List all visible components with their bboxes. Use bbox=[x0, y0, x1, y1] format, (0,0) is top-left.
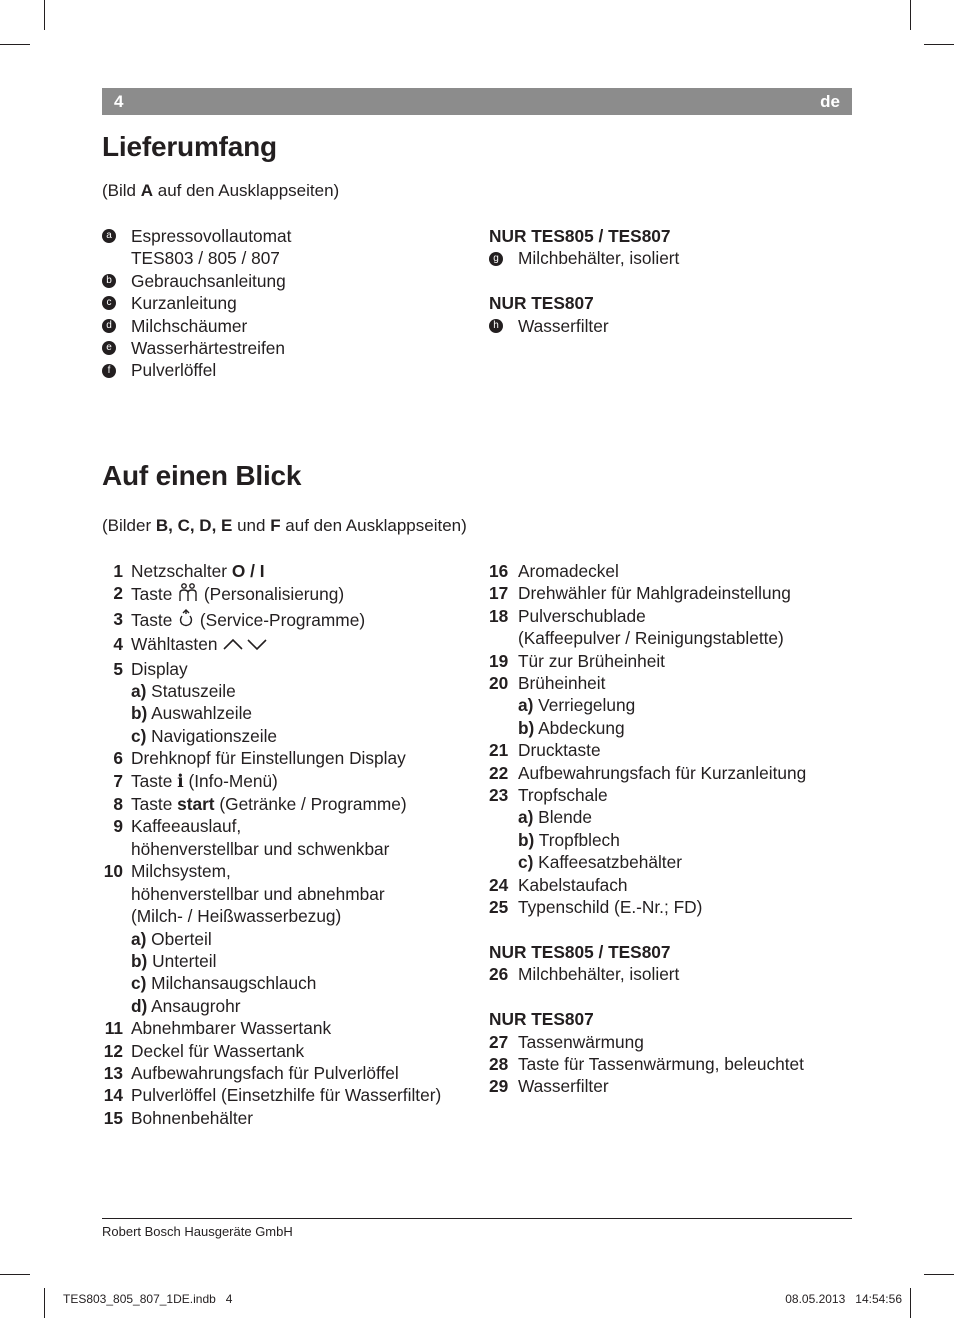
page-number: 4 bbox=[114, 92, 124, 111]
item-label: Aromadeckel bbox=[518, 561, 619, 581]
item-text: Pulverlöffel bbox=[131, 360, 217, 381]
list-item bbox=[489, 1053, 849, 1075]
service-icon bbox=[177, 608, 195, 633]
item-label: Display bbox=[131, 658, 188, 679]
item-number: 8 bbox=[113, 794, 123, 815]
item-number: 19 bbox=[489, 650, 509, 671]
item-text: Kurzanleitung bbox=[131, 293, 237, 314]
item-letter-badge: a bbox=[102, 229, 116, 243]
item-number: 22 bbox=[489, 762, 509, 783]
item-number-empty bbox=[489, 627, 518, 649]
list-item bbox=[102, 359, 472, 381]
sub-item bbox=[489, 694, 849, 716]
personalisation-icon bbox=[177, 582, 199, 607]
item-text bbox=[131, 1062, 482, 1084]
list-item bbox=[489, 650, 849, 672]
item-label: Abnehmbarer Wassertank bbox=[131, 1018, 332, 1039]
list-item bbox=[102, 1084, 482, 1106]
item-label: Wasserfilter bbox=[518, 1076, 609, 1097]
list-item bbox=[489, 560, 849, 582]
item-label: Taste bbox=[131, 584, 178, 605]
item-number: 15 bbox=[103, 1107, 123, 1128]
item-text bbox=[131, 1084, 482, 1106]
item-label: Taste bbox=[131, 770, 178, 791]
item-text bbox=[131, 747, 482, 769]
item-symbol: O / I bbox=[231, 561, 265, 581]
bullet-cell bbox=[102, 359, 131, 381]
item-number: 18 bbox=[489, 605, 509, 626]
sub-item-label: c) bbox=[131, 725, 147, 746]
footer-company: Robert Bosch Hausgeräte GmbH bbox=[102, 1224, 293, 1239]
sub-item-label: a) bbox=[131, 681, 147, 702]
item-text bbox=[131, 815, 482, 837]
item-number: 29 bbox=[489, 1076, 509, 1097]
crop-mark bbox=[44, 0, 45, 30]
item-label: Kabelstaufach bbox=[518, 874, 628, 895]
item-number: 27 bbox=[489, 1031, 509, 1052]
item-text bbox=[131, 658, 482, 680]
item-number-empty bbox=[102, 905, 131, 927]
item-text: Wasserhärtestreifen bbox=[131, 338, 285, 359]
sub-item-text bbox=[131, 950, 482, 972]
sub-item-label: d) bbox=[131, 995, 148, 1016]
item-text bbox=[518, 874, 849, 896]
item-number-empty bbox=[102, 883, 131, 905]
item-text bbox=[518, 762, 849, 784]
item-number: 10 bbox=[103, 861, 123, 882]
list-item bbox=[102, 608, 482, 633]
item-label: Taste bbox=[131, 609, 178, 630]
item-label: Brüheinheit bbox=[518, 673, 606, 694]
sub-item-label: a) bbox=[131, 928, 147, 949]
sub-item-name: Abdeckung bbox=[534, 717, 625, 738]
sub-item-text bbox=[131, 995, 482, 1017]
list-item bbox=[102, 815, 482, 837]
list-item-continued bbox=[102, 905, 482, 927]
crop-mark bbox=[0, 44, 30, 45]
sub-item-text bbox=[518, 829, 849, 851]
item-number: 17 bbox=[489, 583, 509, 604]
item-number: 14 bbox=[103, 1085, 123, 1106]
sub-item bbox=[102, 702, 482, 724]
list-item bbox=[489, 247, 849, 269]
sub-item bbox=[489, 851, 849, 873]
list-item bbox=[102, 1107, 482, 1129]
sub-item bbox=[489, 806, 849, 828]
item-number: 11 bbox=[104, 1018, 123, 1039]
sub-item-label: c) bbox=[131, 973, 147, 994]
item-text bbox=[131, 608, 482, 633]
crop-mark bbox=[924, 44, 954, 45]
info-icon: i bbox=[177, 771, 184, 792]
item-keyword: start bbox=[177, 794, 215, 815]
item-text bbox=[131, 1107, 482, 1129]
list-item bbox=[102, 560, 482, 582]
item-number-empty bbox=[102, 972, 131, 994]
item-label: Drehwähler für Mahlgradeinstellung bbox=[518, 583, 791, 604]
item-text: höhenverstellbar und schwenkbar bbox=[131, 838, 390, 859]
sub-item bbox=[102, 972, 482, 994]
item-text bbox=[518, 963, 849, 985]
item-number: 16 bbox=[489, 561, 509, 581]
sub-item-text bbox=[518, 694, 849, 716]
item-letter-badge: c bbox=[102, 296, 116, 310]
item-label: Aufbewahrungsfach für Kurzanleitung bbox=[518, 762, 807, 783]
sub-item-name: Tropfblech bbox=[534, 829, 620, 850]
item-text bbox=[518, 896, 849, 918]
item-label: Drucktaste bbox=[518, 740, 601, 761]
crop-mark bbox=[44, 1288, 45, 1318]
list-item bbox=[489, 762, 849, 784]
item-text bbox=[518, 1053, 849, 1075]
item-text bbox=[518, 784, 849, 806]
item-number: 13 bbox=[103, 1062, 123, 1083]
list-item bbox=[489, 963, 849, 985]
list-item bbox=[489, 896, 849, 918]
sub-item-text bbox=[131, 928, 482, 950]
list-item bbox=[102, 860, 482, 882]
item-letter-badge: d bbox=[102, 319, 116, 333]
item-number-empty bbox=[489, 829, 518, 851]
sub-item-label: c) bbox=[518, 852, 534, 873]
item-label: Typenschild (E.-Nr.; FD) bbox=[518, 897, 703, 918]
bullet-cell bbox=[102, 225, 131, 247]
crop-mark bbox=[910, 1288, 911, 1318]
list-item bbox=[102, 1017, 482, 1039]
bullet-cell bbox=[102, 315, 131, 337]
bullet-cell bbox=[489, 315, 518, 337]
item-label: Deckel für Wassertank bbox=[131, 1040, 305, 1061]
item-label: Netzschalter bbox=[131, 561, 232, 581]
item-number: 1 bbox=[113, 561, 123, 581]
item-label: Tassenwärmung bbox=[518, 1031, 644, 1052]
sub-item-label: b) bbox=[518, 829, 535, 850]
sub-item-text bbox=[518, 806, 849, 828]
item-label: Kaffeeauslauf, bbox=[131, 816, 242, 837]
list-item bbox=[102, 292, 472, 314]
item-number-empty bbox=[489, 694, 518, 716]
item-letter-badge: g bbox=[489, 252, 503, 266]
item-text: Wasserfilter bbox=[518, 315, 609, 336]
delivery-list-left bbox=[102, 225, 472, 382]
list-item bbox=[102, 270, 472, 292]
list-item bbox=[489, 784, 849, 806]
item-text bbox=[131, 582, 482, 607]
item-number: 3 bbox=[113, 608, 123, 629]
sub-item-name: Kaffeesatzbehälter bbox=[533, 852, 682, 873]
list-item bbox=[102, 770, 482, 793]
list-item bbox=[102, 747, 482, 769]
list-item bbox=[489, 1031, 849, 1053]
item-letter-badge: h bbox=[489, 319, 503, 333]
item-number: 2 bbox=[113, 583, 123, 604]
sub-item-text bbox=[518, 851, 849, 873]
slug-file: TES803_805_807_1DE.indb 4 bbox=[63, 1292, 233, 1306]
delivery-list-right bbox=[489, 225, 849, 337]
item-label: Taste für Tassenwärmung, beleuchtet bbox=[518, 1053, 804, 1074]
list-item bbox=[102, 1062, 482, 1084]
item-text: Milchschäumer bbox=[131, 315, 248, 336]
sub-item-text bbox=[131, 680, 482, 702]
item-label-after: (Service-Programme) bbox=[195, 609, 366, 630]
group-heading: NUR TES805 / TES807 bbox=[489, 226, 671, 246]
section-title-auf-einen-blick: Auf einen Blick bbox=[102, 460, 302, 491]
list-item bbox=[489, 315, 849, 337]
item-text bbox=[518, 605, 849, 627]
sub-item-name: Auswahlzeile bbox=[147, 703, 253, 724]
item-number: 26 bbox=[489, 964, 509, 985]
item-label: Milchsystem, bbox=[131, 861, 231, 882]
list-item bbox=[102, 337, 472, 359]
sub-item-label: b) bbox=[131, 703, 148, 724]
list-item bbox=[102, 247, 472, 269]
section-title-lieferumfang: Lieferumfang bbox=[102, 131, 277, 162]
spacer bbox=[489, 270, 849, 292]
sub-item-name: Oberteil bbox=[146, 928, 212, 949]
slug-date: 08.05.2013 14:54:56 bbox=[785, 1292, 902, 1306]
list-item bbox=[102, 315, 472, 337]
sub-item-label: a) bbox=[518, 695, 534, 716]
parts-list-left bbox=[102, 560, 482, 1129]
item-label: Drehknopf für Einstellungen Display bbox=[131, 748, 406, 769]
parts-list-right bbox=[489, 560, 849, 1098]
list-item bbox=[489, 605, 849, 627]
sub-item-name: Verriegelung bbox=[533, 695, 636, 716]
item-text bbox=[518, 1075, 849, 1097]
list-item bbox=[102, 633, 482, 657]
item-number: 21 bbox=[489, 740, 509, 761]
item-text bbox=[518, 672, 849, 694]
list-item-continued bbox=[102, 838, 482, 860]
item-label: Tür zur Brüheinheit bbox=[518, 650, 665, 671]
sub-item-name: Unterteil bbox=[147, 950, 217, 971]
item-text bbox=[518, 650, 849, 672]
item-label: Aufbewahrungsfach für Pulverlöffel bbox=[131, 1062, 399, 1083]
item-text: Milchbehälter, isoliert bbox=[518, 248, 680, 269]
footer-rule bbox=[102, 1218, 852, 1219]
sub-item-text bbox=[131, 972, 482, 994]
item-text: TES803 / 805 / 807 bbox=[131, 248, 280, 269]
item-text: (Milch- / Heißwasserbezug) bbox=[131, 906, 342, 927]
sub-item bbox=[102, 928, 482, 950]
sub-item-text bbox=[131, 725, 482, 747]
item-letter-badge: b bbox=[102, 274, 116, 288]
arrows-up-down-icon bbox=[222, 635, 268, 657]
group-heading: NUR TES805 / TES807 bbox=[489, 941, 671, 962]
item-letter-badge: e bbox=[102, 341, 116, 355]
item-text bbox=[131, 1040, 482, 1062]
item-number: 9 bbox=[113, 816, 123, 837]
item-text bbox=[131, 860, 482, 882]
item-number-empty bbox=[102, 725, 131, 747]
language-code: de bbox=[820, 92, 840, 111]
item-number: 5 bbox=[113, 658, 123, 679]
item-number: 28 bbox=[489, 1053, 509, 1074]
list-item bbox=[489, 672, 849, 694]
item-number: 23 bbox=[489, 785, 509, 806]
list-item bbox=[489, 1075, 849, 1097]
item-number: 12 bbox=[103, 1040, 123, 1061]
group-heading: NUR TES807 bbox=[489, 293, 594, 314]
bullet-cell bbox=[102, 292, 131, 314]
spacer bbox=[489, 986, 849, 1008]
spacer bbox=[489, 919, 849, 941]
sub-item bbox=[102, 950, 482, 972]
item-number-empty bbox=[489, 851, 518, 873]
item-number-empty bbox=[102, 928, 131, 950]
list-item-continued bbox=[489, 627, 849, 649]
item-text bbox=[131, 633, 482, 657]
item-text bbox=[131, 793, 482, 815]
item-label: Taste bbox=[131, 794, 178, 815]
item-letter-badge: f bbox=[102, 364, 116, 378]
sub-item-label: b) bbox=[518, 717, 535, 738]
sub-item-name: Ansaugrohr bbox=[147, 995, 241, 1016]
sub-item-text bbox=[518, 717, 849, 739]
sub-item bbox=[102, 725, 482, 747]
item-number-empty bbox=[102, 838, 131, 860]
list-item bbox=[489, 874, 849, 896]
item-number: 20 bbox=[489, 673, 509, 694]
item-label-after: (Getränke / Programme) bbox=[214, 794, 407, 815]
item-number: 24 bbox=[489, 874, 509, 895]
item-number-empty bbox=[102, 950, 131, 972]
item-number-empty bbox=[102, 680, 131, 702]
item-number: 6 bbox=[113, 748, 123, 769]
sub-item bbox=[489, 829, 849, 851]
item-number: 7 bbox=[113, 770, 123, 791]
section-intro: (Bild A auf den Ausklappseiten) bbox=[102, 181, 340, 200]
list-item bbox=[489, 582, 849, 604]
item-label: Wähltasten bbox=[131, 634, 223, 655]
list-item bbox=[102, 793, 482, 815]
item-number-empty bbox=[102, 702, 131, 724]
item-text: Espressovollautomat bbox=[131, 226, 292, 246]
sub-item-label: b) bbox=[131, 950, 148, 971]
item-text bbox=[518, 1031, 849, 1053]
sub-item-label: a) bbox=[518, 807, 534, 828]
sub-item bbox=[102, 995, 482, 1017]
item-label-after: (Info-Menü) bbox=[183, 770, 278, 791]
list-item bbox=[102, 1040, 482, 1062]
list-item bbox=[102, 582, 482, 607]
item-label: Pulverlöffel (Einsetzhilfe für Wasserfilter) bbox=[131, 1085, 442, 1106]
item-number: 4 bbox=[113, 634, 123, 655]
sub-item-name: Milchansaugschlauch bbox=[146, 973, 317, 994]
item-text bbox=[518, 582, 849, 604]
list-item bbox=[102, 658, 482, 680]
page-header-bar bbox=[102, 88, 852, 115]
item-label: Tropfschale bbox=[518, 785, 608, 806]
item-label: Bohnenbehälter bbox=[131, 1107, 254, 1128]
sub-item bbox=[489, 717, 849, 739]
sub-item-text bbox=[131, 702, 482, 724]
item-label-after: (Personalisierung) bbox=[199, 584, 345, 605]
item-text bbox=[518, 739, 849, 761]
item-text: höhenverstellbar und abnehmbar bbox=[131, 883, 385, 904]
bullet-cell bbox=[102, 270, 131, 292]
item-number-empty bbox=[489, 717, 518, 739]
item-label: Pulverschublade bbox=[518, 605, 646, 626]
crop-mark bbox=[924, 1274, 954, 1275]
bullet-cell bbox=[102, 337, 131, 359]
item-label: Milchbehälter, isoliert bbox=[518, 964, 680, 985]
item-text bbox=[518, 560, 849, 582]
item-text: Gebrauchsanleitung bbox=[131, 270, 286, 291]
item-number-empty bbox=[489, 806, 518, 828]
item-text bbox=[131, 770, 482, 793]
sub-item bbox=[102, 680, 482, 702]
bullet-cell bbox=[489, 247, 518, 269]
list-item bbox=[489, 739, 849, 761]
crop-mark bbox=[910, 0, 911, 30]
crop-mark bbox=[0, 1274, 30, 1275]
item-number: 25 bbox=[489, 897, 509, 918]
section-intro: (Bilder B, C, D, E und F auf den Ausklappseiten) bbox=[102, 516, 467, 535]
item-text bbox=[131, 1017, 482, 1039]
item-text: (Kaffeepulver / Reinigungstablette) bbox=[518, 628, 784, 649]
bullet-cell bbox=[102, 247, 131, 269]
item-text bbox=[131, 560, 482, 582]
list-item bbox=[102, 225, 472, 247]
sub-item-name: Navigationszeile bbox=[146, 725, 278, 746]
group-heading: NUR TES807 bbox=[489, 1009, 594, 1030]
sub-item-name: Statuszeile bbox=[146, 681, 236, 702]
list-item-continued bbox=[102, 883, 482, 905]
item-number-empty bbox=[102, 995, 131, 1017]
sub-item-name: Blende bbox=[533, 807, 592, 828]
